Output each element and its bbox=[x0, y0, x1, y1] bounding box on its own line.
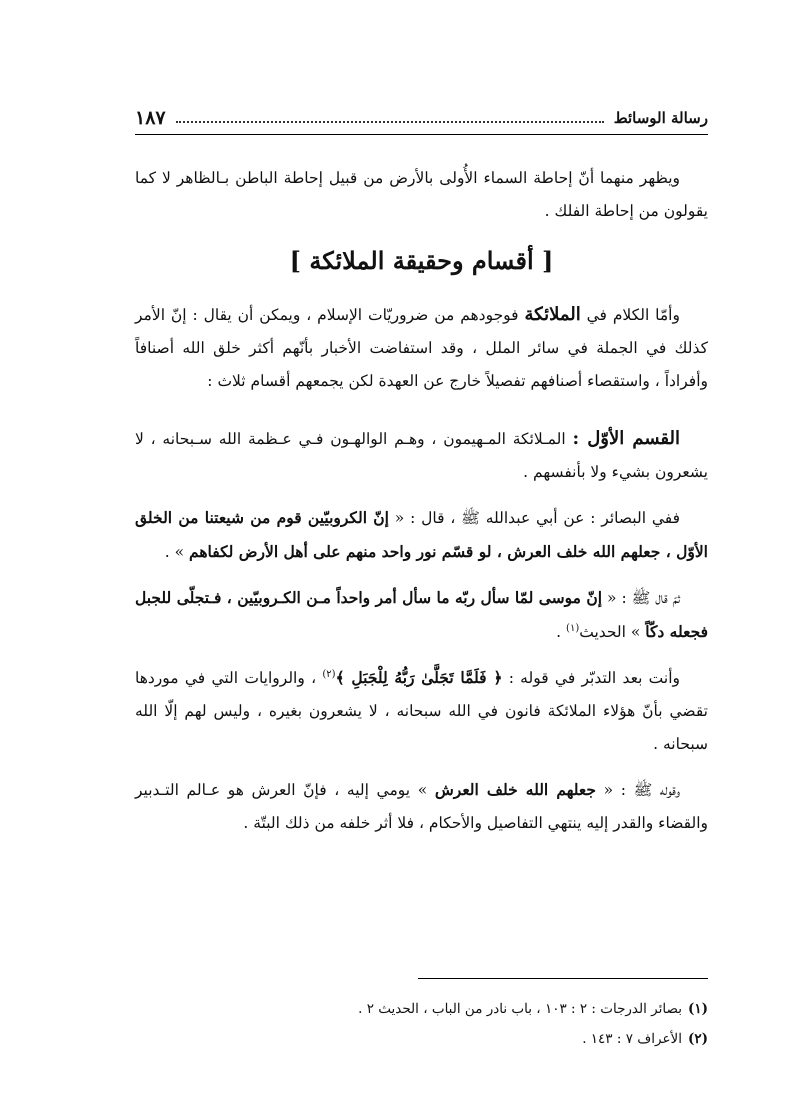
paragraph-basair-hadith bbox=[135, 501, 708, 569]
footnote-separator bbox=[418, 978, 708, 979]
quran-verse: ﴿ فَلَمَّا تَجَلَّىٰ رَبُّهُ لِلْجَبَلِ ﴾ bbox=[335, 668, 503, 687]
paragraph-throne bbox=[135, 773, 708, 840]
keyword-angels: الملائكة bbox=[524, 304, 581, 325]
text-run: ثمّ قال ﷺ : « bbox=[602, 589, 680, 607]
header-dot-leader bbox=[176, 121, 604, 123]
footnote-text: بصائر الدرجات : ٢ : ١٠٣ ، باب نادر من الباب ، الحديث ٢ . bbox=[358, 1001, 682, 1017]
text-run: وأمّا الكلام في bbox=[580, 306, 680, 324]
footnote-1 bbox=[135, 994, 708, 1024]
paragraph-musa-hadith bbox=[135, 581, 708, 649]
paragraph-first-category bbox=[135, 422, 708, 489]
section-title: [ أقسام وحقيقة الملائكة ] bbox=[289, 246, 554, 275]
footnote-number: (١) bbox=[687, 1001, 708, 1017]
hadith-quote: إنّ موسى لمّا سأل ربّه ما سأل أمر واحداً مـن الكـروبيّين ، فـتجلّى للجبل فجعله دكّاً bbox=[135, 588, 708, 641]
running-header bbox=[135, 102, 708, 135]
text-run: » الحديث bbox=[579, 623, 646, 641]
text-run: ، والروايات التي في موردها تقضي بأنّ هؤلاء الملائكة فانون في الله سبحانه ، لا يشعرون بغيره ، وليس لهم إلّا الله سبحانه . bbox=[135, 669, 708, 753]
book-page bbox=[135, 0, 708, 1114]
hadith-quote: إنّ الكروبيّين قوم من شيعتنا من الخلق الأوّل ، جعلهم الله خلف العرش ، لو قسّم نور واحد منهم على أهل الأرض لكفاهم bbox=[135, 508, 708, 561]
text-run: فوجودهم من ضروريّات الإسلام ، ويمكن أن يقال : إنّ الأمر كذلك في الجملة في سائر الملل ، وقد استفاضت الأخبار بأنّهم أكثر خلق الله أصنافاً وأفراداً ، واستقصاء أصنافهم تفصيلاً خارج عن العهدة لكن يجمعهم أقسام ثلاث : bbox=[135, 306, 708, 390]
footnote-ref-2[interactable]: (٢) bbox=[322, 669, 336, 680]
header-title: رسالة الوسائط bbox=[613, 109, 708, 127]
footnote-ref-1[interactable]: (١) bbox=[566, 623, 580, 634]
hadith-quote: جعلهم الله خلف العرش bbox=[434, 780, 596, 799]
text-run: وأنت بعد التدبّر في قوله : bbox=[502, 669, 681, 687]
footnotes bbox=[135, 994, 708, 1054]
footnote-text: الأعراف ٧ : ١٤٣ . bbox=[582, 1031, 682, 1047]
page-body bbox=[135, 162, 708, 852]
paragraph-reflection bbox=[135, 661, 708, 761]
text-run: » يومي إليه ، فإنّ العرش هو عـالم التـدبير والقضاء والقدر إليه ينتهي التفاصيل والأحكام ، فلا أثر خلفه من ذلك البتّة . bbox=[135, 781, 708, 832]
first-category-heading: القسم الأوّل : bbox=[572, 428, 681, 449]
text-run: المـلائكة المـهيمون ، وهـم الوالهـون فـي عـظمة الله سـبحانه ، لا يشعرون بشيء ولا بأنفسهم . bbox=[135, 430, 708, 481]
footnote-number: (٢) bbox=[687, 1031, 708, 1047]
paragraph-angels-existence bbox=[135, 298, 708, 398]
paragraph-intro: ويظهر منهما أنّ إحاطة السماء الأُولى بالأرض من قبيل إحاطة الباطن بـالظاهر لا كما يقولون من إحاطة الفلك . bbox=[135, 169, 708, 220]
page-number: ١٨٧ bbox=[135, 107, 166, 129]
text-run: » . bbox=[164, 543, 190, 561]
text-run: . bbox=[556, 623, 567, 641]
footnote-2 bbox=[135, 1024, 708, 1054]
text-run: وقوله ﷺ : « bbox=[596, 781, 680, 799]
text-run: ففي البصائر : عن أبي عبدالله ﷺ ، قال : « bbox=[389, 509, 680, 527]
